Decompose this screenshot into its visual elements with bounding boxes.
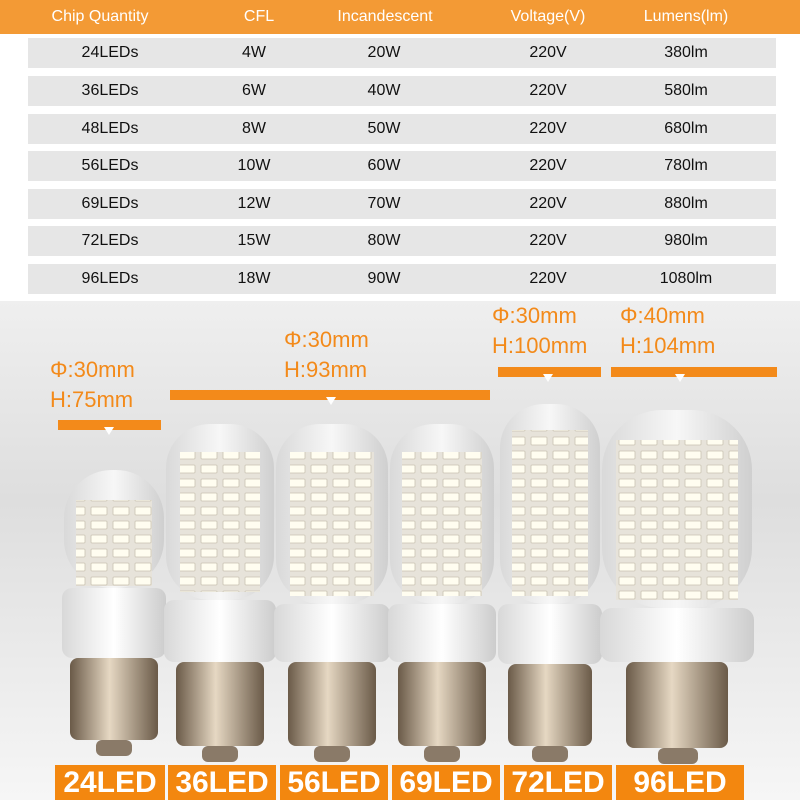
cell-incandescent: 80W xyxy=(367,232,401,249)
cell-chip: 36LEDs xyxy=(81,82,139,99)
bulb-96led xyxy=(600,410,754,764)
cell-voltage: 220V xyxy=(529,157,567,174)
cell-lumens: 980lm xyxy=(664,232,708,249)
cell-cfl: 18W xyxy=(237,270,271,287)
cell-voltage: 220V xyxy=(529,195,567,212)
bulb-36led xyxy=(164,424,276,762)
cell-cfl: 12W xyxy=(237,195,271,212)
cell-lumens: 580lm xyxy=(664,82,708,99)
cell-incandescent: 20W xyxy=(367,44,401,61)
label-96led: 96LED xyxy=(616,765,744,800)
cell-incandescent: 60W xyxy=(367,157,401,174)
cell-cfl: 10W xyxy=(237,157,271,174)
cell-chip: 96LEDs xyxy=(81,270,139,287)
cell-incandescent: 50W xyxy=(367,120,401,137)
label-69led: 69LED xyxy=(392,765,500,800)
header-cfl: CFL xyxy=(243,8,275,25)
cell-chip: 24LEDs xyxy=(81,44,139,61)
label-24led: 24LED xyxy=(55,765,165,800)
bulb-24led xyxy=(62,470,166,756)
cell-voltage: 220V xyxy=(529,120,567,137)
dimension-height-96: H:104mm xyxy=(620,333,716,358)
bulb-72led xyxy=(498,404,602,762)
cell-chip: 72LEDs xyxy=(81,232,139,249)
dimension-diameter-mid: Φ:30mm xyxy=(284,327,369,352)
dimension-diameter-24: Φ:30mm xyxy=(50,357,135,382)
label-56led: 56LED xyxy=(280,765,388,800)
cell-chip: 56LEDs xyxy=(81,157,139,174)
cell-voltage: 220V xyxy=(529,82,567,99)
cell-cfl: 6W xyxy=(242,82,266,99)
label-72led: 72LED xyxy=(504,765,612,800)
cell-incandescent: 70W xyxy=(367,195,401,212)
header-lumens: Lumens(lm) xyxy=(643,8,729,25)
label-36led: 36LED xyxy=(168,765,276,800)
cell-voltage: 220V xyxy=(529,44,567,61)
bulb-56led xyxy=(274,424,390,762)
cell-cfl: 4W xyxy=(242,44,266,61)
cell-cfl: 15W xyxy=(237,232,271,249)
header-chip-quantity: Chip Quantity xyxy=(51,8,149,25)
bulb-69led xyxy=(388,424,496,762)
cell-cfl: 8W xyxy=(242,120,266,137)
cell-lumens: 380lm xyxy=(664,44,708,61)
cell-voltage: 220V xyxy=(529,270,567,287)
header-voltage: Voltage(V) xyxy=(510,8,586,25)
dimension-height-mid: H:93mm xyxy=(284,357,368,382)
cell-lumens: 1080lm xyxy=(659,270,713,287)
cell-voltage: 220V xyxy=(529,232,567,249)
cell-chip: 69LEDs xyxy=(81,195,139,212)
cell-lumens: 880lm xyxy=(664,195,708,212)
dimension-diameter-96: Φ:40mm xyxy=(620,303,705,328)
cell-incandescent: 40W xyxy=(367,82,401,99)
cell-chip: 48LEDs xyxy=(81,120,139,137)
cell-incandescent: 90W xyxy=(367,270,401,287)
cell-lumens: 680lm xyxy=(664,120,708,137)
cell-lumens: 780lm xyxy=(664,157,708,174)
dimension-diameter-72: Φ:30mm xyxy=(492,303,577,328)
header-incandescent: Incandescent xyxy=(337,8,433,25)
dimension-height-72: H:100mm xyxy=(492,333,588,358)
dimension-height-24: H:75mm xyxy=(50,387,134,412)
